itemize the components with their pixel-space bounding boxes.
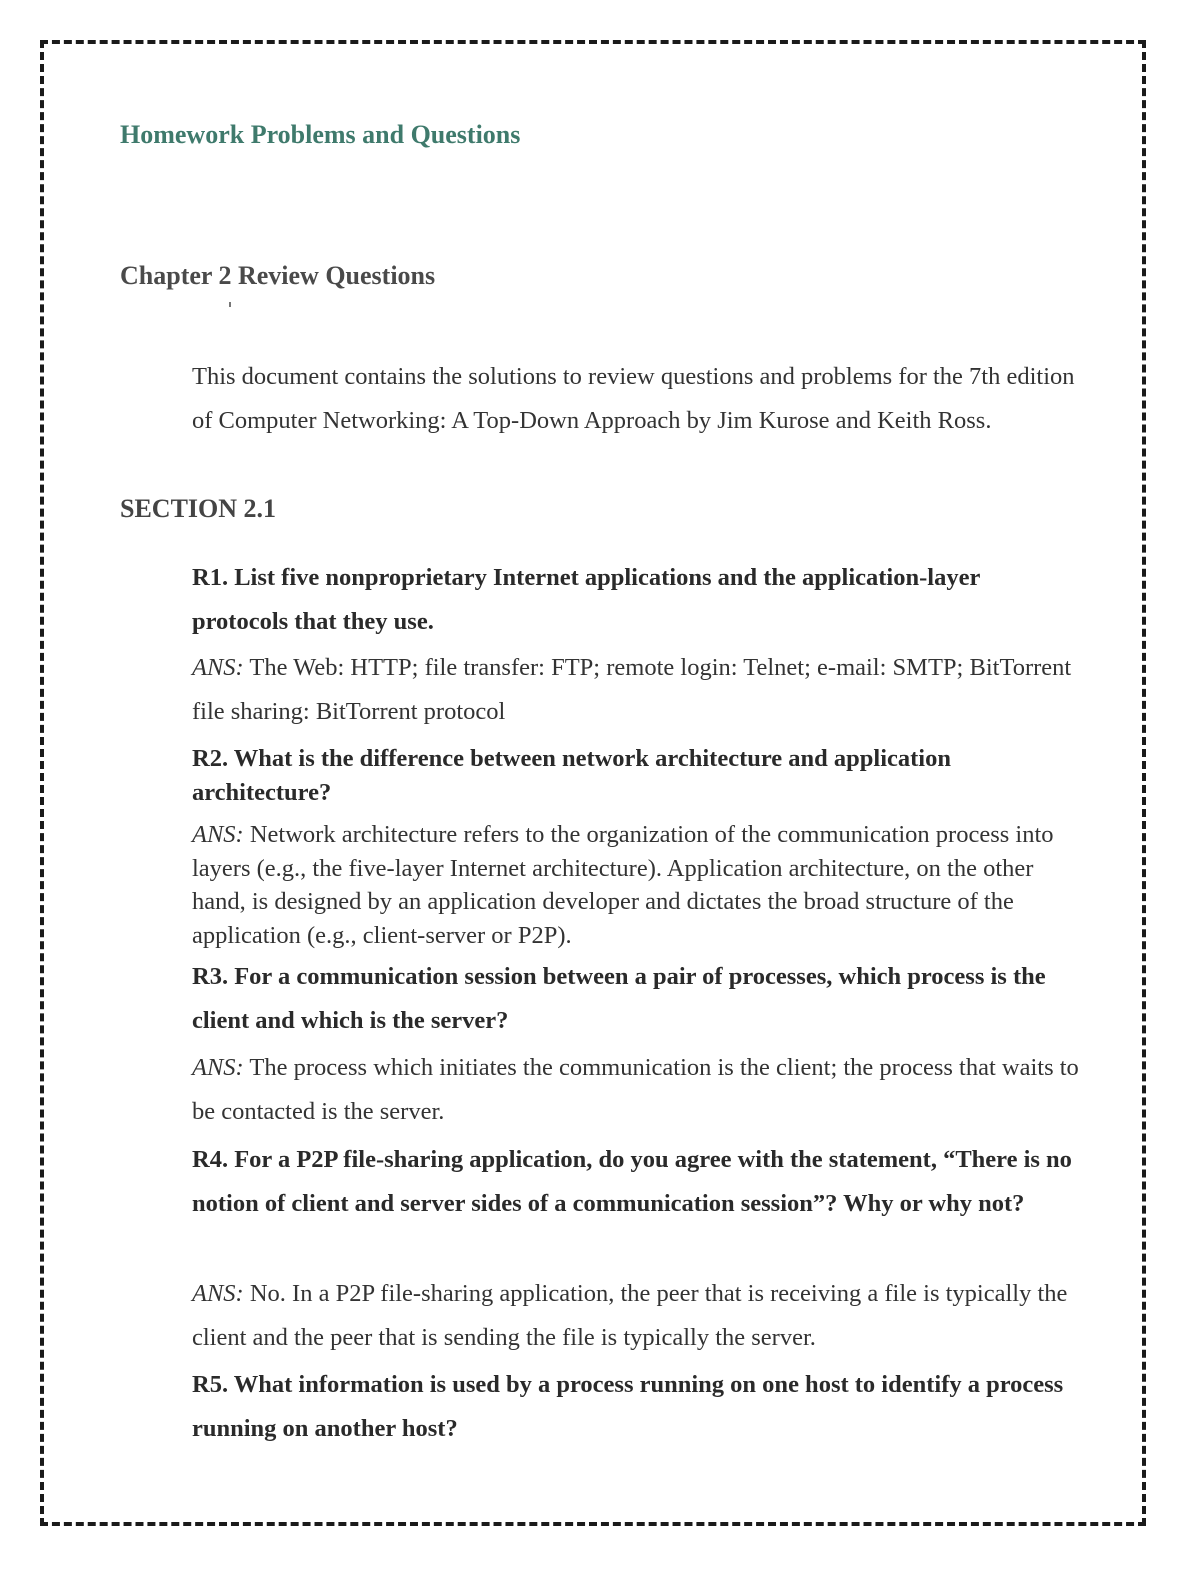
answer-r3 [192,1046,1082,1134]
answer-label: ANS: [192,654,244,681]
question-r1: R1. List five nonproprietary Internet applications and the application-layer protocols that they use. [192,564,980,635]
stray-mark [229,302,231,307]
answer-r4 [192,1272,1082,1360]
answer-text: The Web: HTTP; file transfer: FTP; remote login: Telnet; e-mail: SMTP; BitTorrent file sharing: BitTorrent protocol [192,654,1072,725]
section-heading: SECTION 2.1 [120,494,277,523]
question-r5: R5. What information is used by a process running on one host to identify a process running on another host? [192,1371,1064,1442]
answer-label: ANS: [192,1054,244,1081]
answer-text: No. In a P2P file-sharing application, the peer that is receiving a file is typically the client and the peer that is sending the file is typically the server. [192,1280,1068,1351]
answer-r2 [192,818,1082,952]
answer-r1 [192,646,1082,734]
question-r4: R4. For a P2P file-sharing application, do you agree with the statement, “There is no notion of client and server sides of a communication session”? Why or why not? [192,1146,1072,1217]
intro-paragraph: This document contains the solutions to review questions and problems for the 7th edition of Computer Networking: A Top-Down Approach by Jim Kurose and Keith Ross. [192,363,1075,434]
answer-label: ANS: [192,821,244,848]
chapter-heading: Chapter 2 Review Questions [120,261,436,290]
document-title: Homework Problems and Questions [120,120,521,149]
question-r3: R3. For a communication session between a pair of processes, which process is the client and which is the server? [192,963,1046,1034]
answer-label: ANS: [192,1280,244,1307]
question-r2: R2. What is the difference between network architecture and application architecture? [192,745,951,806]
answer-text: The process which initiates the communication is the client; the process that waits to be contacted is the server. [192,1054,1079,1125]
answer-text: Network architecture refers to the organization of the communication process into layers (e.g., the five-layer Internet architecture). Application architecture, on the other hand, is designed by an application developer and dictates the broad structure of the application (e.g., client-server or P2P). [192,821,1054,949]
